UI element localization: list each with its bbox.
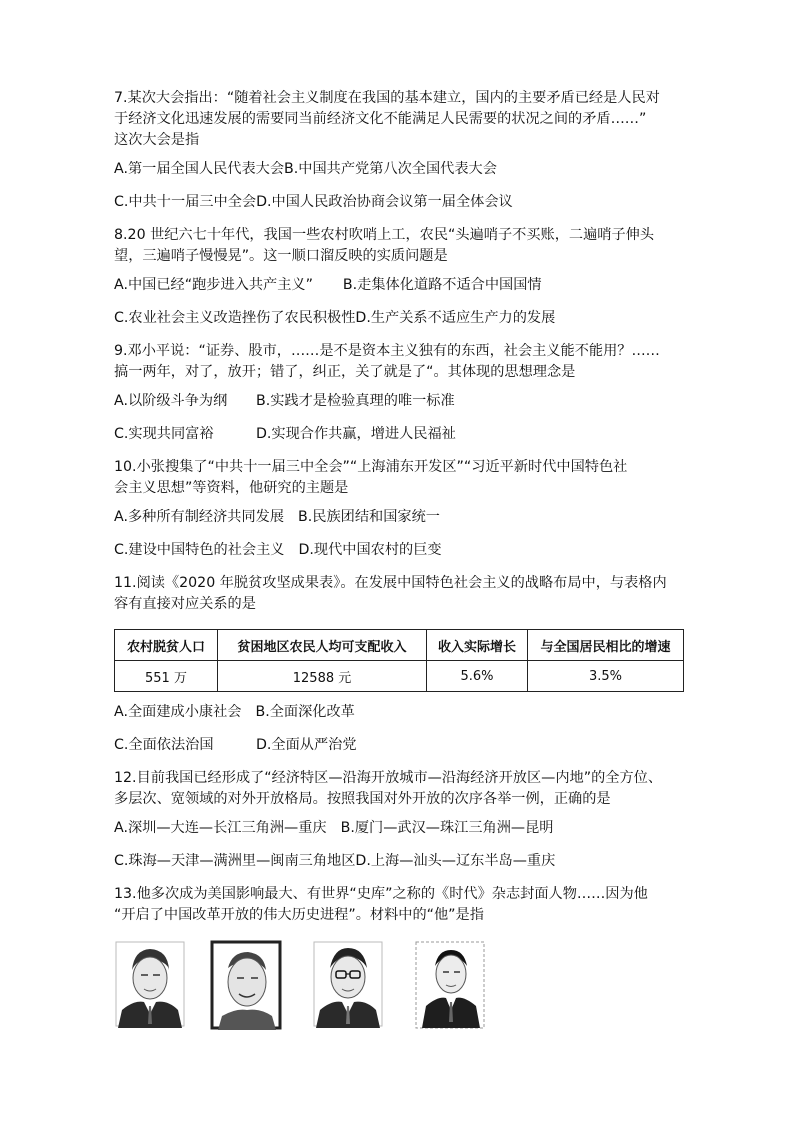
option-row [114, 192, 684, 213]
stem-line: 13.他多次成为美国影响最大、有世界“史库”之称的《时代》杂志封面人物……因为他 [114, 886, 648, 902]
stem-line: 望，三遍哨子慢慢晃”。这一顺口溜反映的实质问题是 [114, 248, 448, 264]
question-8 [114, 225, 684, 329]
question-10-stem [114, 457, 684, 499]
table-header: 与全国居民相比的增速 [528, 630, 684, 661]
question-11-stem [114, 573, 684, 615]
option-a[interactable]: A.第一届全国人民代表大会 [114, 161, 285, 177]
table-header-row [115, 630, 684, 661]
stem-line: 会主义思想”等资料，他研究的主题是 [114, 480, 349, 496]
option-a[interactable]: A.多种所有制经济共同发展 [114, 509, 285, 525]
stem-line: 于经济文化迅速发展的需要同当前经济文化不能满足人民需要的状况之间的矛盾……” [114, 111, 647, 127]
option-d[interactable]: D.实现合作共赢，增进人民福祉 [256, 426, 456, 442]
stem-line: 11.阅读《2020 年脱贫攻坚成果表》。在发展中国特色社会主义的战略布局中，与表格内 [114, 575, 667, 591]
option-b[interactable]: B.中国共产党第八次全国代表大会 [284, 161, 497, 177]
stem-line: “开启了中国改革开放的伟大历史进程”。材料中的“他”是指 [114, 907, 484, 923]
portrait-c[interactable] [312, 940, 384, 1028]
option-d[interactable]: D.全面从严治党 [256, 737, 357, 753]
question-7-stem [114, 88, 684, 151]
question-12 [114, 768, 684, 872]
option-row [114, 424, 684, 445]
portrait-a[interactable] [114, 940, 186, 1028]
stem-line: 7.某次大会指出：“随着社会主义制度在我国的基本建立，国内的主要矛盾已经是人民对 [114, 90, 660, 106]
question-9-stem [114, 341, 684, 383]
option-a[interactable]: A.全面建成小康社会 [114, 704, 242, 720]
option-row [114, 540, 684, 561]
stem-line: 搞一两年，对了，放开；错了，纠正，关了就是了“。其体现的思想理念是 [114, 364, 576, 380]
option-b[interactable]: B.走集体化道路不适合中国国情 [342, 277, 542, 293]
option-c[interactable]: C.中共十一届三中全会 [114, 194, 257, 210]
option-b[interactable]: B.民族团结和国家统一 [298, 509, 440, 525]
question-9 [114, 341, 684, 445]
portrait-row [114, 940, 684, 1032]
option-b[interactable]: B.全面深化改革 [255, 704, 355, 720]
option-row [114, 308, 684, 329]
option-d[interactable]: D.中国人民政治协商会议第一届全体会议 [256, 194, 513, 210]
portrait-b[interactable] [210, 940, 282, 1030]
portrait-d[interactable] [414, 940, 486, 1030]
stem-line: 这次大会是指 [114, 132, 200, 148]
option-d[interactable]: D.现代中国农村的巨变 [298, 542, 442, 558]
option-a[interactable]: A.中国已经“跑步进入共产主义” [114, 277, 313, 293]
option-row [114, 851, 684, 872]
poverty-results-table [114, 629, 684, 692]
option-row [114, 391, 684, 412]
option-c[interactable]: C.全面依法治国 [114, 737, 214, 753]
option-c[interactable]: C.建设中国特色的社会主义 [114, 542, 285, 558]
question-13 [114, 884, 684, 1032]
exam-page [114, 88, 684, 1032]
question-10 [114, 457, 684, 561]
table-cell: 12588 元 [218, 661, 427, 692]
stem-line: 8.20 世纪六七十年代，我国一些农村吹哨上工，农民“头遍哨子不买账，二遍哨子伸头 [114, 227, 655, 243]
option-row [114, 507, 684, 528]
option-b[interactable]: B.厦门—武汉—珠江三角洲—昆明 [340, 820, 554, 836]
option-c[interactable]: C.实现共同富裕 [114, 426, 214, 442]
stem-line: 多层次、宽领域的对外开放格局。按照我国对外开放的次序各举一例，正确的是 [114, 791, 611, 807]
option-a[interactable]: A.深圳—大连—长江三角洲—重庆 [114, 820, 327, 836]
option-c[interactable]: C.农业社会主义改造挫伤了农民积极性 [114, 310, 356, 326]
stem-line: 12.目前我国已经形成了“经济特区—沿海开放城市—沿海经济开放区—内地”的全方位、 [114, 770, 663, 786]
table-cell: 3.5% [528, 661, 684, 692]
option-a[interactable]: A.以阶级斗争为纲 [114, 393, 228, 409]
question-11 [114, 573, 684, 756]
option-row [114, 702, 684, 723]
option-c[interactable]: C.珠海—天津—满洲里—闽南三角地区 [114, 853, 356, 869]
option-row [114, 159, 684, 180]
table-header: 贫困地区农民人均可支配收入 [218, 630, 427, 661]
stem-line: 容有直接对应关系的是 [114, 596, 256, 612]
option-d[interactable]: D.上海—汕头—辽东半岛—重庆 [355, 853, 556, 869]
table-header: 收入实际增长 [427, 630, 528, 661]
table-cell: 5.6% [427, 661, 528, 692]
question-13-stem [114, 884, 684, 926]
stem-line: 9.邓小平说：“证券、股市，……是不是资本主义独有的东西，社会主义能不能用？…… [114, 343, 660, 359]
table-row [115, 661, 684, 692]
table-header: 农村脱贫人口 [115, 630, 218, 661]
table-cell: 551 万 [115, 661, 218, 692]
option-row [114, 275, 684, 296]
option-row [114, 735, 684, 756]
option-d[interactable]: D.生产关系不适应生产力的发展 [355, 310, 556, 326]
question-7 [114, 88, 684, 213]
question-8-stem [114, 225, 684, 267]
question-12-stem [114, 768, 684, 810]
option-b[interactable]: B.实践才是检验真理的唯一标准 [256, 393, 455, 409]
stem-line: 10.小张搜集了“中共十一届三中全会”“上海浦东开发区”“习近平新时代中国特色社 [114, 459, 628, 475]
option-row [114, 818, 684, 839]
